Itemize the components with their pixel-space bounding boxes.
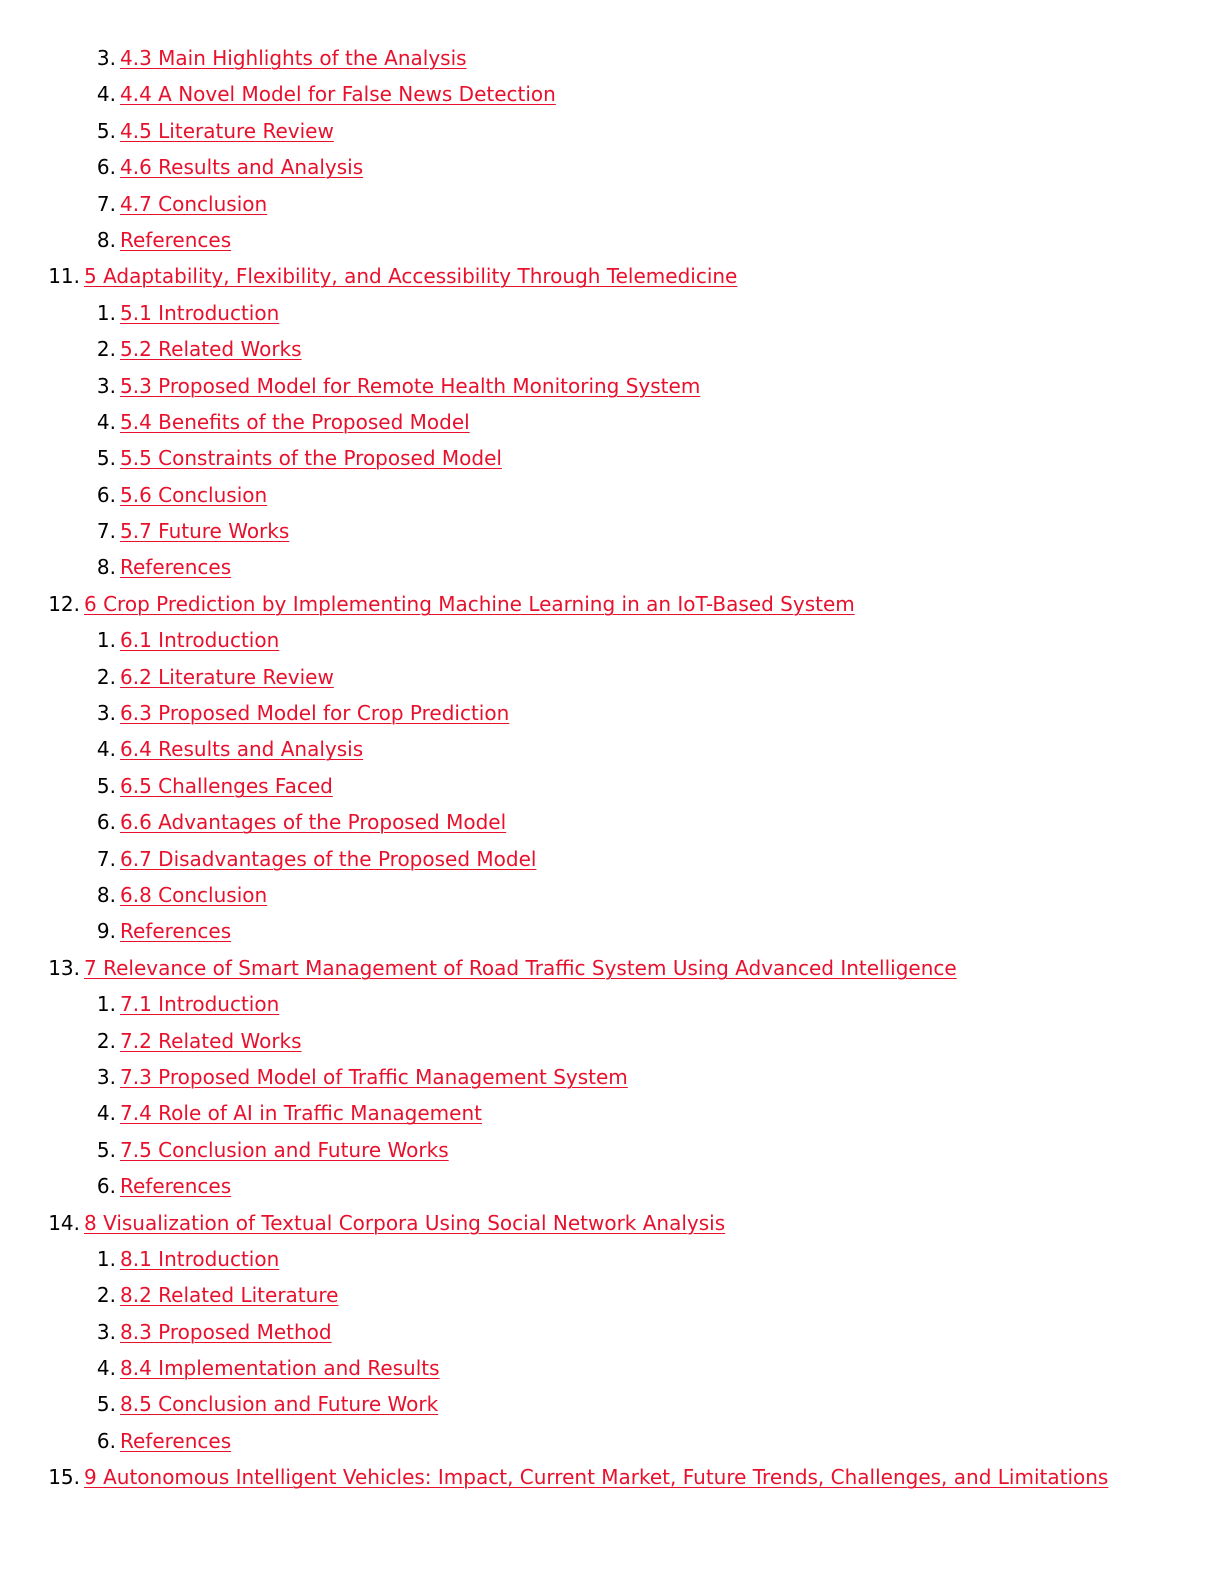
list-number: 4. [96, 82, 116, 107]
list-number: 5. [96, 1137, 116, 1162]
toc-section-item [0, 731, 1224, 767]
list-number: 2. [96, 664, 116, 689]
list-number: 4. [96, 1356, 116, 1381]
section-link[interactable]: 4.3 Main Highlights of the Analysis [120, 46, 467, 70]
section-link[interactable]: 5.4 Benefits of the Proposed Model [120, 409, 470, 434]
toc-section-item [0, 1168, 1224, 1204]
list-number: 5. [96, 773, 116, 798]
list-number: 4. [96, 737, 116, 762]
list-number: 3. [96, 46, 116, 70]
list-number: 3. [96, 701, 116, 726]
toc-section-item [0, 1241, 1224, 1277]
list-number: 1. [96, 992, 116, 1017]
list-number: 6. [96, 482, 116, 507]
list-number: 8. [96, 227, 116, 252]
section-link[interactable]: References [120, 919, 232, 944]
section-link[interactable]: 6.5 Challenges Faced [120, 773, 333, 798]
list-number: 5. [96, 446, 116, 471]
section-link[interactable]: 8.2 Related Literature [120, 1283, 339, 1308]
list-number: 1. [96, 300, 116, 325]
list-number: 1. [96, 628, 116, 653]
toc-section-item [0, 295, 1224, 331]
section-link[interactable]: 8.1 Introduction [120, 1246, 280, 1271]
section-link[interactable]: 6.3 Proposed Model for Crop Prediction [120, 701, 510, 726]
list-number: 5. [96, 118, 116, 143]
toc-section-item [0, 1095, 1224, 1131]
toc-section-item [0, 1314, 1224, 1350]
section-link[interactable]: 8.3 Proposed Method [120, 1319, 332, 1344]
list-number: 3. [96, 373, 116, 398]
chapter-link[interactable]: 5 Adaptability, Flexibility, and Accessibility Through Telemedicine [84, 264, 738, 289]
list-number: 6. [96, 810, 116, 835]
list-number: 6. [96, 1428, 116, 1453]
toc-section-item [0, 76, 1224, 112]
toc-section-item [0, 549, 1224, 585]
section-link[interactable]: References [120, 1174, 232, 1199]
section-link[interactable]: References [120, 227, 232, 252]
section-link[interactable]: 7.2 Related Works [120, 1028, 302, 1053]
section-link[interactable]: 5.6 Conclusion [120, 482, 268, 507]
section-link[interactable]: 6.8 Conclusion [120, 882, 268, 907]
toc-section-item [0, 477, 1224, 513]
chapter-link[interactable]: 6 Crop Prediction by Implementing Machine Learning in an IoT-Based System [84, 591, 855, 616]
list-number: 8. [96, 882, 116, 907]
toc-section-item [0, 986, 1224, 1022]
toc-section-item [0, 659, 1224, 695]
list-number: 2. [96, 1283, 116, 1308]
section-link[interactable]: 7.3 Proposed Model of Traffic Management System [120, 1064, 628, 1089]
section-link[interactable]: 6.7 Disadvantages of the Proposed Model [120, 846, 537, 871]
toc-section-item [0, 768, 1224, 804]
section-link[interactable]: References [120, 1428, 232, 1453]
list-number: 7. [96, 191, 116, 216]
section-link[interactable]: 6.2 Literature Review [120, 664, 334, 689]
list-number: 14. [48, 1210, 80, 1235]
toc-section-item [0, 622, 1224, 658]
list-number: 13. [48, 955, 80, 980]
toc-section-item [0, 1423, 1224, 1459]
toc-section-item [0, 1059, 1224, 1095]
section-link[interactable]: 6.1 Introduction [120, 628, 280, 653]
section-link[interactable]: 8.4 Implementation and Results [120, 1356, 440, 1381]
section-link[interactable]: 6.4 Results and Analysis [120, 737, 364, 762]
list-number: 2. [96, 337, 116, 362]
toc-section-item [0, 1277, 1224, 1313]
toc-chapter-item [0, 950, 1224, 986]
list-number: 8. [96, 555, 116, 580]
list-number: 5. [96, 1392, 116, 1417]
list-number: 4. [96, 1101, 116, 1126]
toc-section-item [0, 368, 1224, 404]
section-link[interactable]: 5.1 Introduction [120, 300, 280, 325]
section-link[interactable]: 5.7 Future Works [120, 519, 290, 544]
toc-section-item [0, 186, 1224, 222]
section-link[interactable]: 5.2 Related Works [120, 337, 302, 362]
toc-section-item [0, 222, 1224, 258]
section-link[interactable]: 5.3 Proposed Model for Remote Health Monitoring System [120, 373, 701, 398]
section-link[interactable]: 7.5 Conclusion and Future Works [120, 1137, 449, 1162]
list-number: 4. [96, 409, 116, 434]
toc-section-item [0, 695, 1224, 731]
toc-section-item [0, 804, 1224, 840]
toc-section-item [0, 331, 1224, 367]
section-link[interactable]: 5.5 Constraints of the Proposed Model [120, 446, 502, 471]
toc-section-item [0, 440, 1224, 476]
list-number: 6. [96, 155, 116, 180]
section-link[interactable]: 4.6 Results and Analysis [120, 155, 364, 180]
section-link[interactable]: 7.1 Introduction [120, 992, 280, 1017]
section-link[interactable]: 8.5 Conclusion and Future Work [120, 1392, 439, 1417]
section-link[interactable]: 4.7 Conclusion [120, 191, 268, 216]
list-number: 2. [96, 1028, 116, 1053]
section-link[interactable]: 4.4 A Novel Model for False News Detection [120, 82, 556, 107]
chapter-link[interactable]: 9 Autonomous Intelligent Vehicles: Impact, Current Market, Future Trends, Challenges, and Limitations [84, 1465, 1109, 1490]
toc-section-item [0, 149, 1224, 185]
toc-section-item [0, 404, 1224, 440]
toc-section-item [0, 1350, 1224, 1386]
section-link[interactable]: 6.6 Advantages of the Proposed Model [120, 810, 507, 835]
toc-section-item [0, 513, 1224, 549]
section-link[interactable]: References [120, 555, 232, 580]
toc-section-item [0, 877, 1224, 913]
list-number: 7. [96, 846, 116, 871]
list-number: 3. [96, 1319, 116, 1344]
toc-chapter-item [0, 1459, 1224, 1495]
list-number: 9. [96, 919, 116, 944]
toc-section-item [0, 1386, 1224, 1422]
toc-section-item [0, 1023, 1224, 1059]
list-number: 6. [96, 1174, 116, 1199]
toc-chapter-item [0, 586, 1224, 622]
chapter-link[interactable]: 7 Relevance of Smart Management of Road Traffic System Using Advanced Intelligence [84, 955, 957, 980]
list-number: 7. [96, 519, 116, 544]
toc-section-item [0, 113, 1224, 149]
list-number: 3. [96, 1064, 116, 1089]
toc-chapter-item [0, 1205, 1224, 1241]
toc-section-item [0, 40, 1224, 76]
list-number: 11. [48, 264, 80, 289]
list-number: 12. [48, 591, 80, 616]
toc-chapter-item [0, 258, 1224, 294]
toc-section-item [0, 1132, 1224, 1168]
chapter-link[interactable]: 8 Visualization of Textual Corpora Using Social Network Analysis [84, 1210, 726, 1235]
list-number: 15. [48, 1465, 80, 1490]
table-of-contents [0, 40, 1224, 1496]
toc-section-item [0, 913, 1224, 949]
list-number: 1. [96, 1246, 116, 1271]
section-link[interactable]: 4.5 Literature Review [120, 118, 334, 143]
section-link[interactable]: 7.4 Role of AI in Traffic Management [120, 1101, 482, 1126]
toc-section-item [0, 841, 1224, 877]
